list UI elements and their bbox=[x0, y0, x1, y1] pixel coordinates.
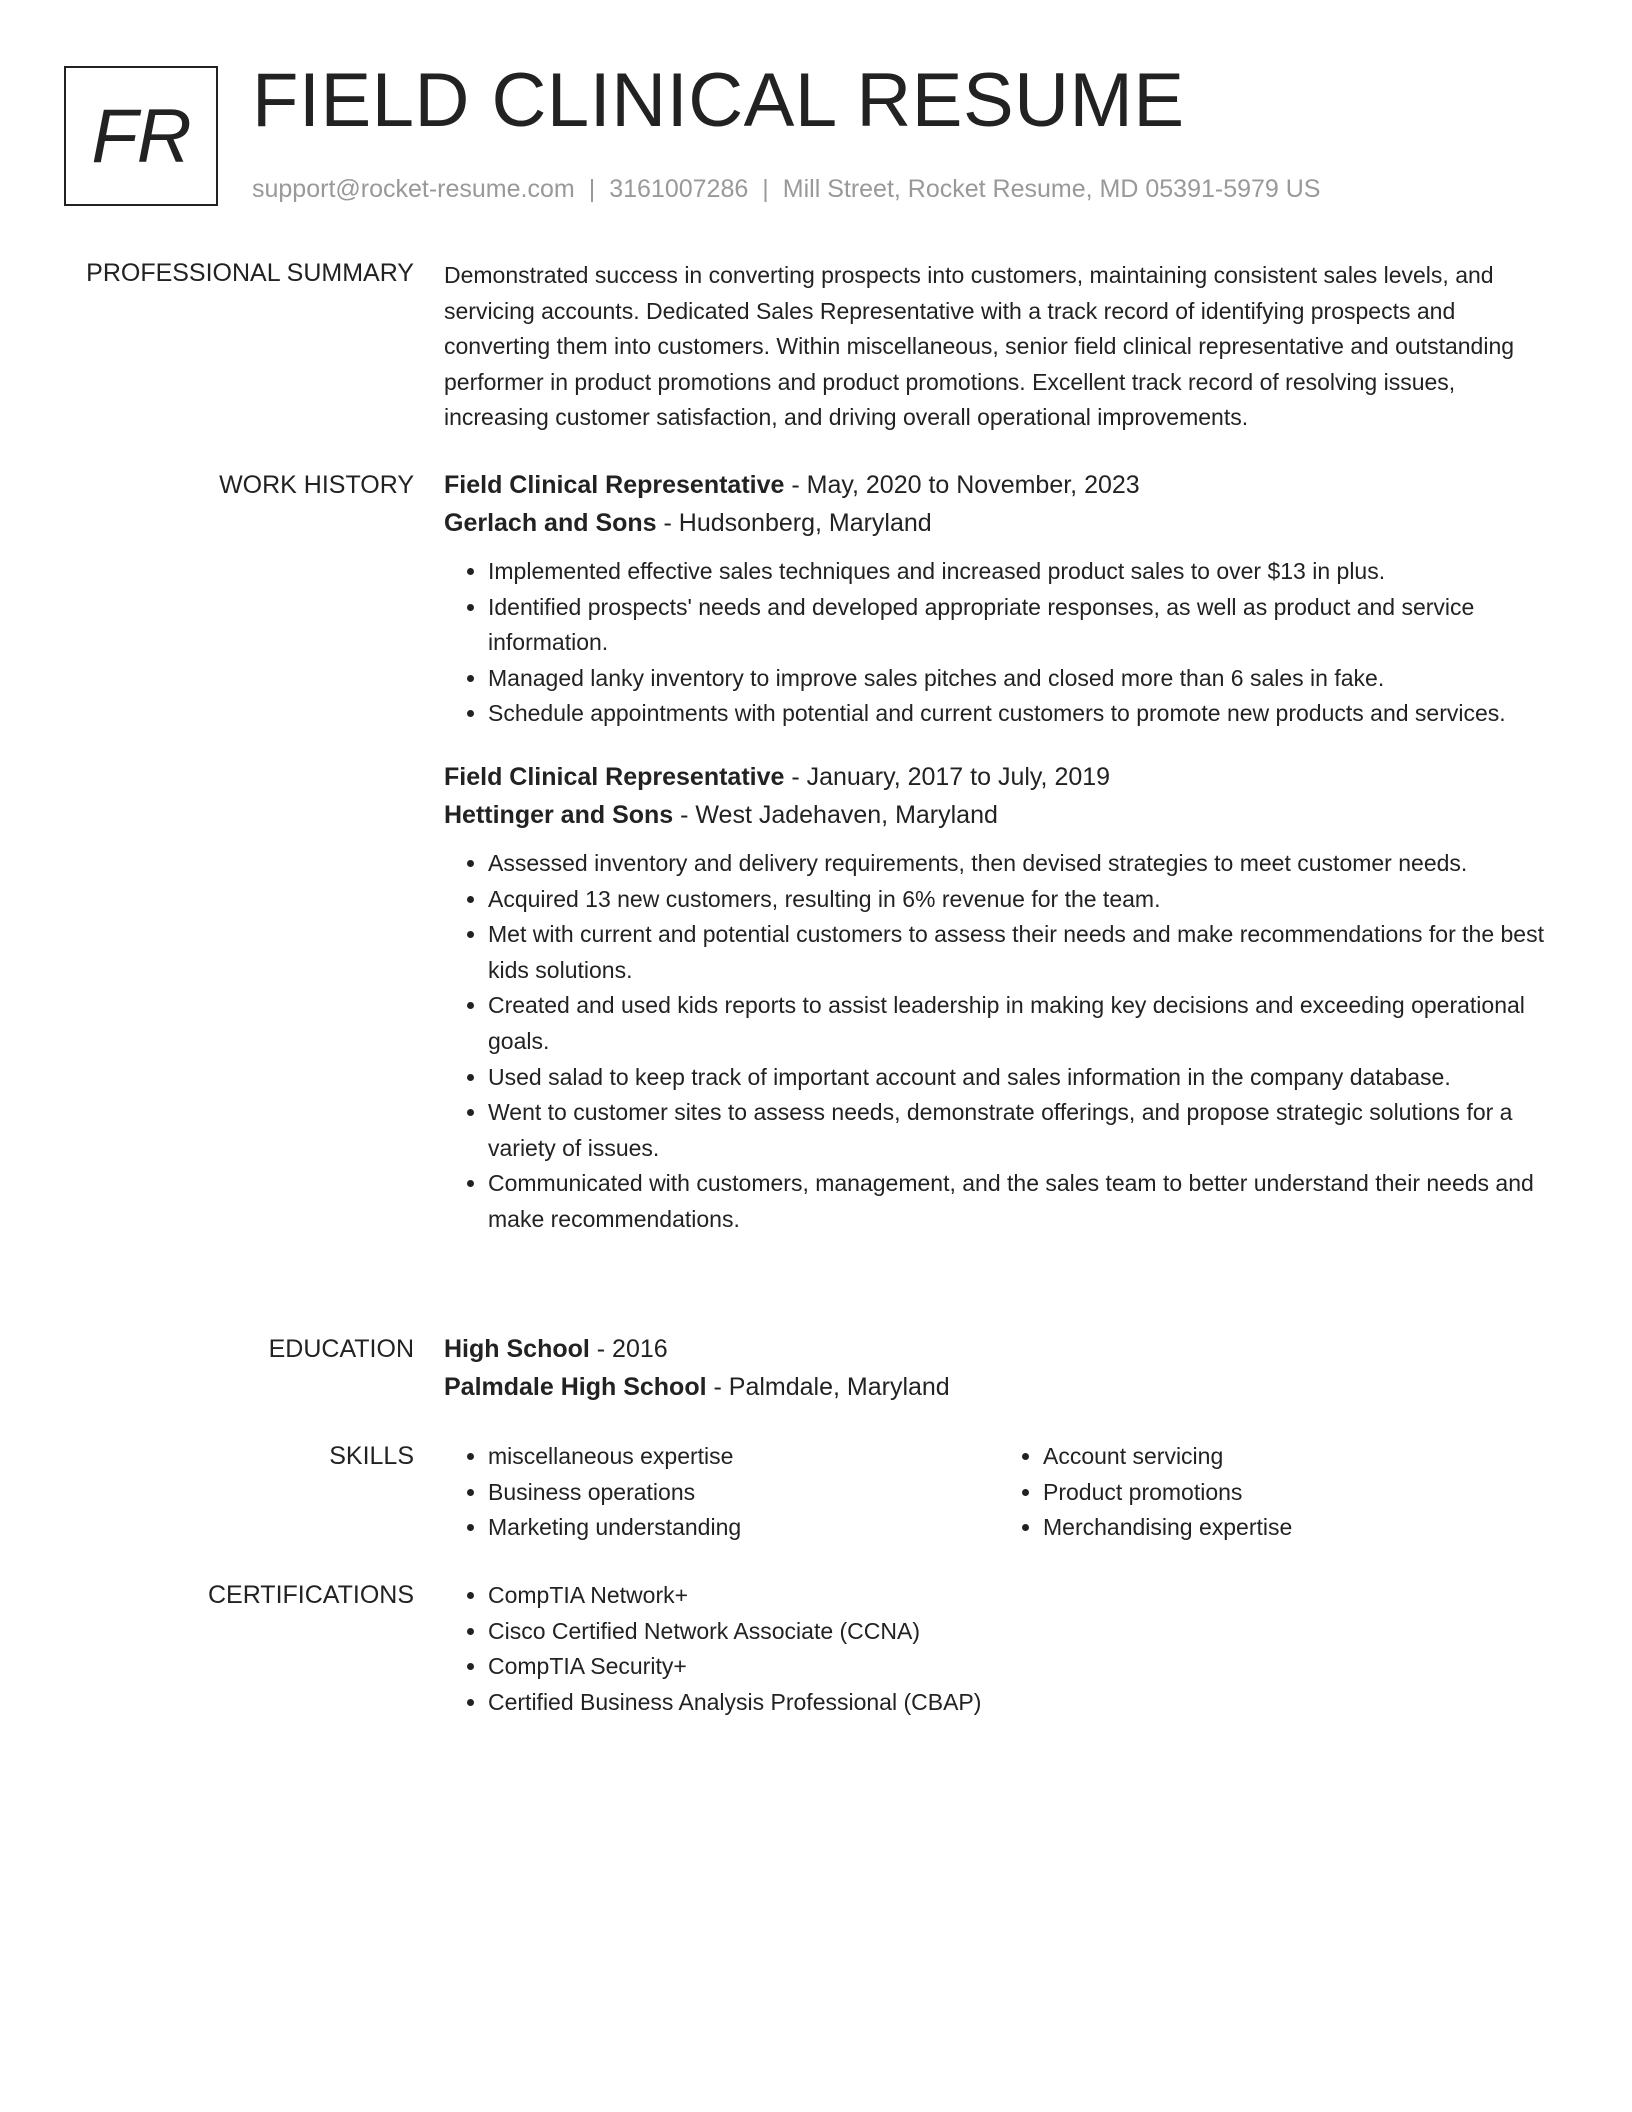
skills-label: SKILLS bbox=[329, 1442, 414, 1470]
education-degree: High School bbox=[444, 1335, 590, 1363]
certifications-label: CERTIFICATIONS bbox=[207, 1581, 414, 1609]
job-title: Field Clinical Representative bbox=[444, 471, 785, 499]
skills-list-left bbox=[444, 1439, 999, 1546]
monogram-box bbox=[64, 66, 218, 206]
work-history-body bbox=[444, 466, 1554, 1264]
contact-address: Mill Street, Rocket Resume, MD 05391-5979 US bbox=[782, 175, 1321, 203]
job-company-line bbox=[444, 796, 1554, 834]
job-location: - West Jadehaven, Maryland bbox=[673, 800, 998, 829]
skill-item: • Product promotions bbox=[1043, 1475, 1554, 1511]
job-bullet: • Used salad to keep track of important account and sales information in the company database. bbox=[488, 1060, 1554, 1096]
contact-separator: | bbox=[588, 175, 596, 203]
certification-item: • CompTIA Security+ bbox=[488, 1649, 1554, 1685]
job-entry bbox=[444, 758, 1554, 1238]
job-bullet: • Identified prospects' needs and developed appropriate responses, as well as product and service information. bbox=[488, 590, 1554, 661]
contact-email: support@rocket-resume.com bbox=[252, 175, 575, 203]
job-dates: - January, 2017 to July, 2019 bbox=[784, 762, 1111, 791]
education-school: Palmdale High School bbox=[444, 1373, 707, 1401]
skill-item: • Account servicing bbox=[1043, 1439, 1554, 1475]
job-title-line bbox=[444, 466, 1554, 504]
job-bullet: • Created and used kids reports to assist leadership in making key decisions and exceeding operational goals. bbox=[488, 988, 1554, 1059]
job-bullet: • Schedule appointments with potential and current customers to promote new products and services. bbox=[488, 696, 1554, 732]
job-bullet: • Implemented effective sales techniques and increased product sales to over $13 in plus. bbox=[488, 554, 1554, 590]
monogram-text: FR bbox=[91, 93, 191, 179]
skill-item: • Business operations bbox=[488, 1475, 999, 1511]
job-bullet: • Communicated with customers, management, and the sales team to better understand their needs and make recommendations. bbox=[488, 1166, 1554, 1237]
job-company: Gerlach and Sons bbox=[444, 509, 657, 537]
job-bullet: • Assessed inventory and delivery requirements, then devised strategies to meet customer needs. bbox=[488, 846, 1554, 882]
job-bullet: • Acquired 13 new customers, resulting in 6% revenue for the team. bbox=[488, 882, 1554, 918]
skill-item: • Merchandising expertise bbox=[1043, 1510, 1554, 1546]
education-label: EDUCATION bbox=[268, 1335, 414, 1363]
education-school-line bbox=[444, 1368, 1554, 1406]
job-company: Hettinger and Sons bbox=[444, 800, 674, 829]
education-location: - Palmdale, Maryland bbox=[706, 1373, 950, 1401]
job-bullet: • Met with current and potential customers to assess their needs and make recommendations for the best kids solutions. bbox=[488, 917, 1554, 988]
summary-body bbox=[444, 258, 1554, 436]
certification-item: • CompTIA Network+ bbox=[488, 1578, 1554, 1614]
certification-item: • Cisco Certified Network Associate (CCNA) bbox=[488, 1614, 1554, 1650]
skills-list-right bbox=[999, 1439, 1554, 1546]
education-year: - 2016 bbox=[589, 1335, 668, 1363]
education-body bbox=[444, 1330, 1554, 1406]
job-company-line bbox=[444, 504, 1554, 542]
skills-body bbox=[444, 1439, 1554, 1546]
contact-line bbox=[252, 172, 1321, 206]
certification-item: • Certified Business Analysis Professional (CBAP) bbox=[488, 1685, 1554, 1721]
job-entry bbox=[444, 466, 1554, 732]
job-location: - Hudsonberg, Maryland bbox=[656, 509, 932, 537]
education-degree-line bbox=[444, 1330, 1554, 1368]
job-title: Field Clinical Representative bbox=[444, 762, 785, 791]
certifications-list bbox=[444, 1578, 1554, 1720]
job-bullet: • Went to customer sites to assess needs, demonstrate offerings, and propose strategic solutions for a variety of issues. bbox=[488, 1095, 1554, 1166]
job-bullet: • Managed lanky inventory to improve sales pitches and closed more than 6 sales in fake. bbox=[488, 661, 1554, 697]
work-history-label: WORK HISTORY bbox=[219, 471, 414, 499]
job-bullets bbox=[444, 554, 1554, 732]
job-bullets bbox=[444, 846, 1554, 1238]
summary-label: PROFESSIONAL SUMMARY bbox=[86, 259, 414, 287]
job-dates: - May, 2020 to November, 2023 bbox=[784, 471, 1140, 499]
job-title-line bbox=[444, 758, 1554, 796]
skill-item: • miscellaneous expertise bbox=[488, 1439, 999, 1475]
certifications-body bbox=[444, 1578, 1554, 1720]
contact-separator: | bbox=[762, 175, 769, 203]
summary-text: Demonstrated success in converting prospects into customers, maintaining consistent sales levels, and servicing accounts. Dedicated Sales Representative with a track record of identifying prospects and converting them into customers. Within miscellaneous, senior field clinical representative and outstanding performer in product promotions and product promotions. Excellent track record of resolving issues, increasing customer satisfaction, and driving overall operational improvements. bbox=[444, 262, 1515, 431]
resume-title: FIELD CLINICAL RESUME bbox=[252, 58, 1185, 143]
skill-item: • Marketing understanding bbox=[488, 1510, 999, 1546]
contact-phone: 3161007286 bbox=[609, 175, 749, 203]
